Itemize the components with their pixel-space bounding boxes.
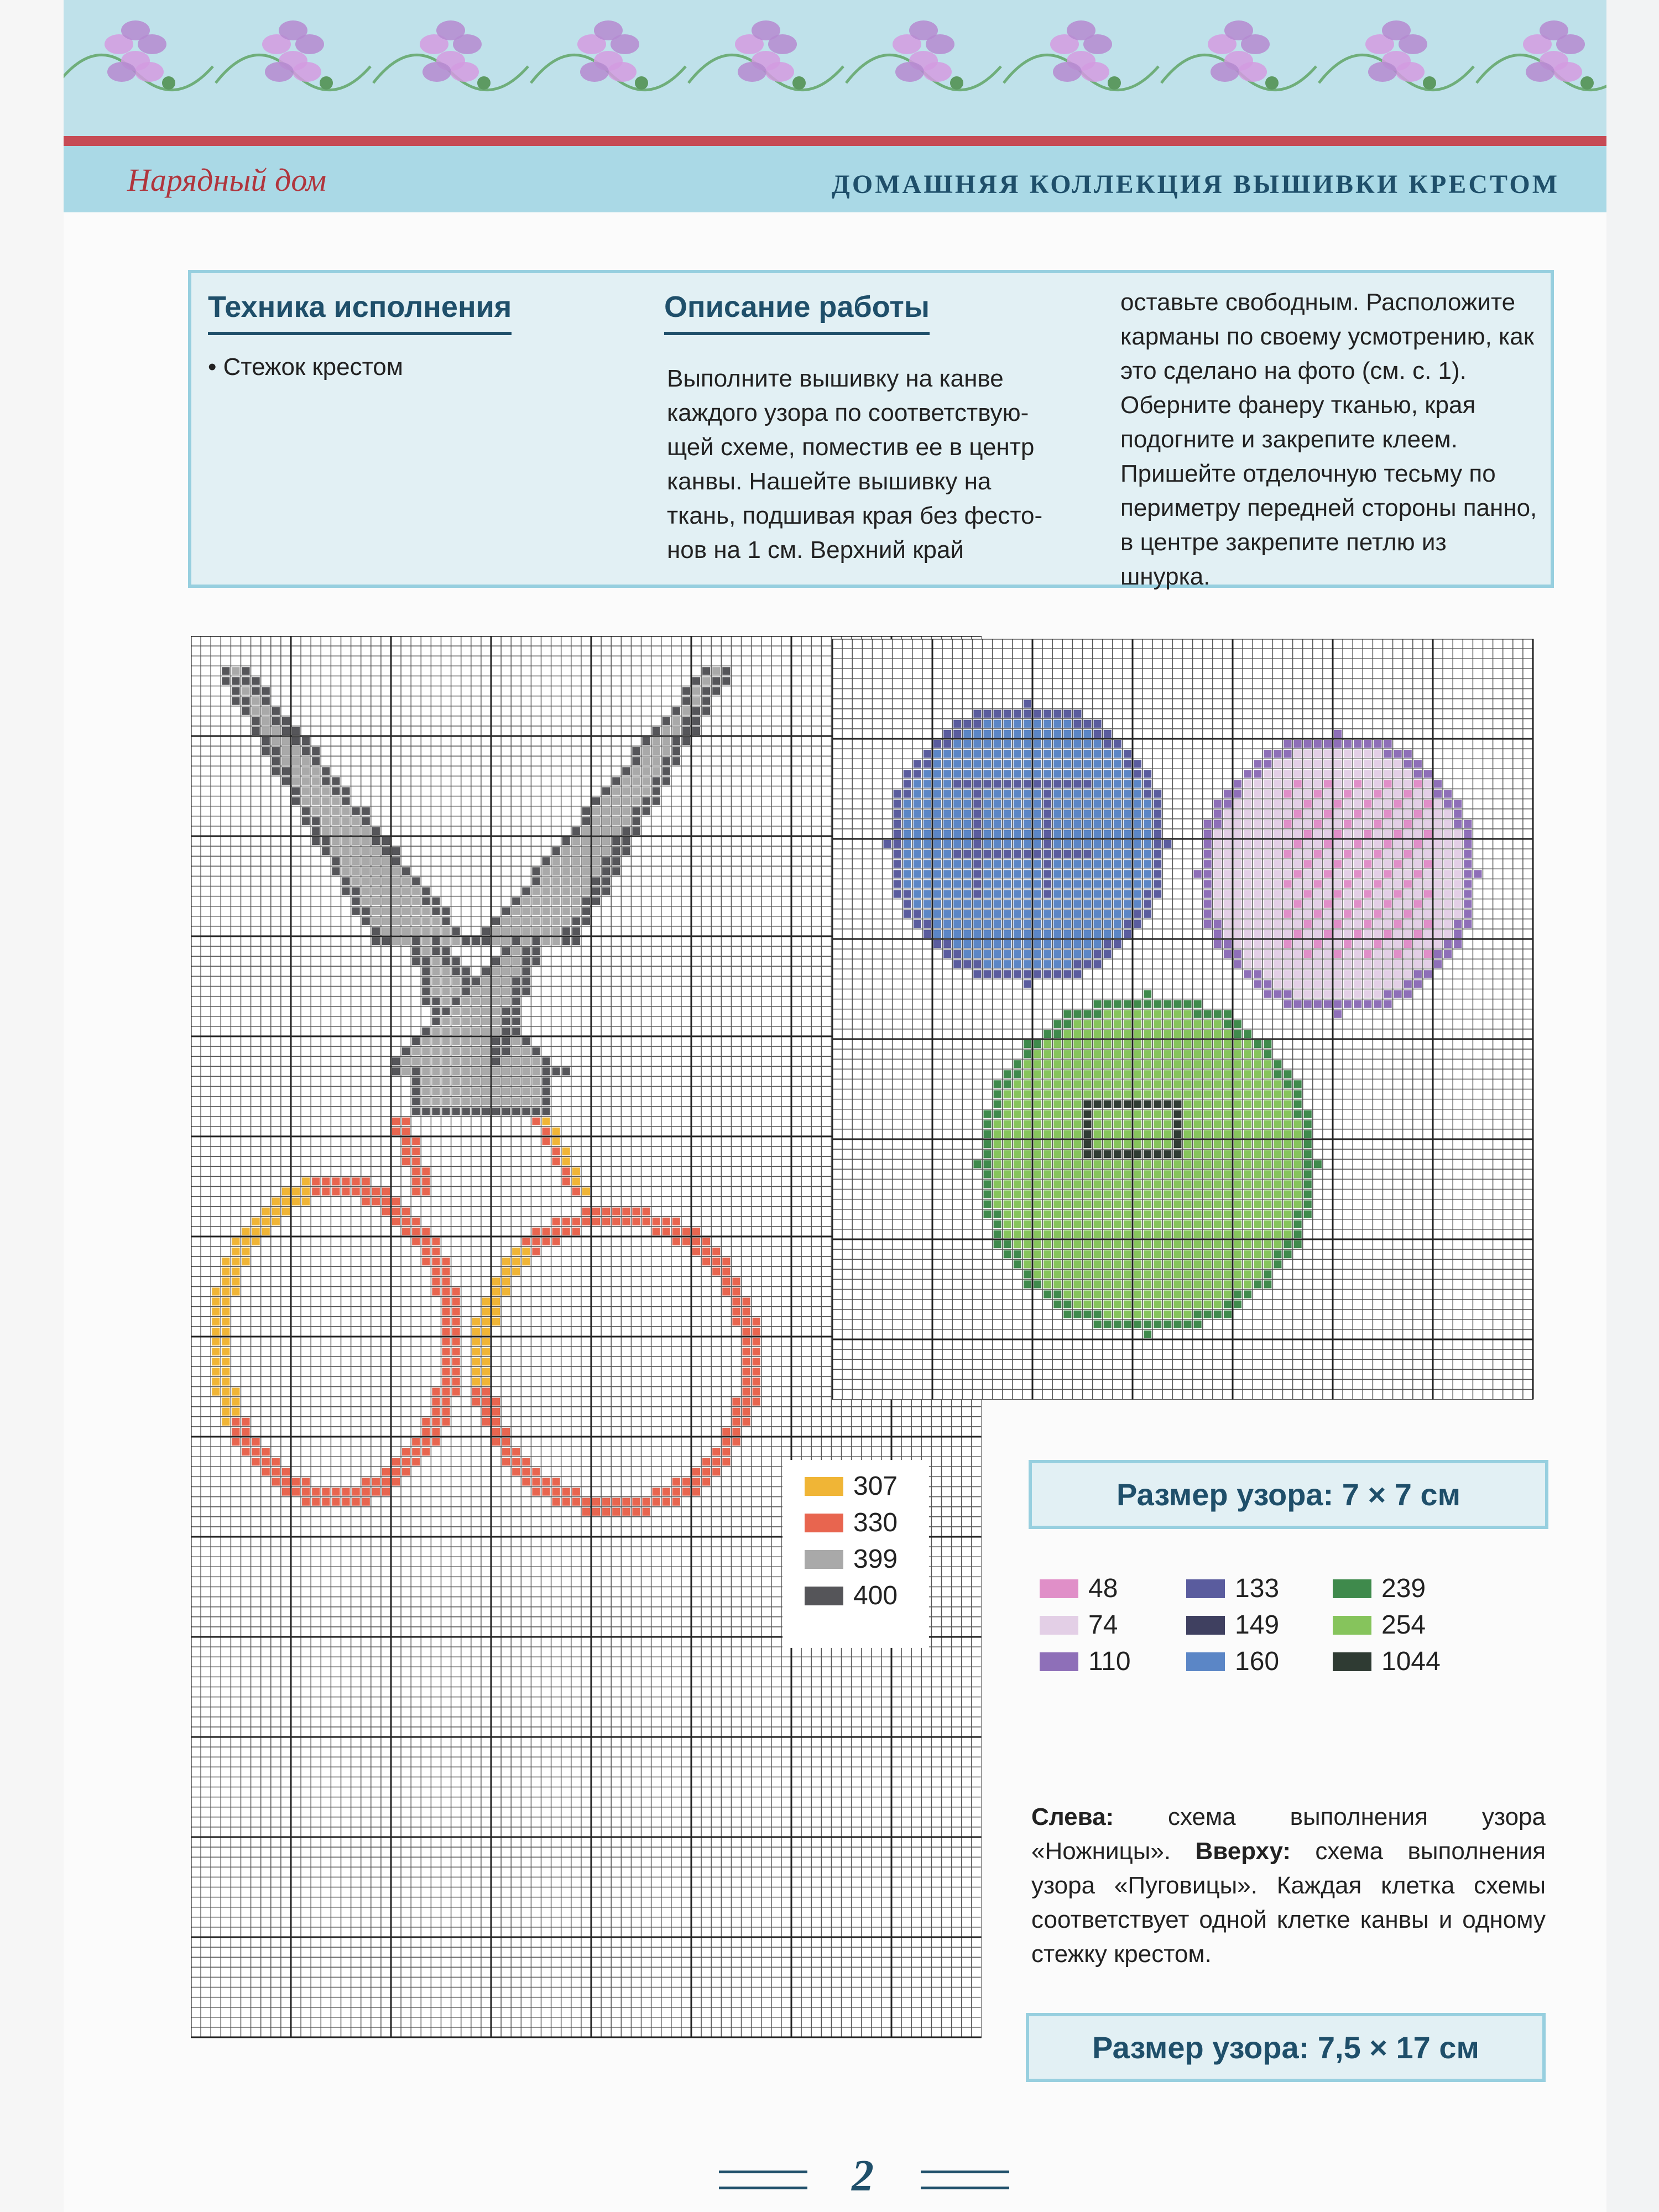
description-text-col1: Выполните вышивку на канве каждого узора по соответствую- щей схеме, поместив ее в центр канвы. Нашейте вышивку на ткань, подшивая края без фесто- нов на 1 см. Верхний край [667,365,1043,564]
floss-code: 149 [1235,1610,1280,1640]
floss-code: 133 [1235,1574,1280,1603]
color-swatch [1040,1652,1078,1671]
color-swatch [805,1514,843,1532]
page-right-margin [1606,0,1659,2212]
floss-code: 254 [1381,1610,1426,1640]
color-swatch [1333,1616,1371,1635]
description-text-col2: оставьте свободным. Расположите карманы по своему усмотрению, как это сделано на фото (см. с. 1). Оберните фанеру тканью, края подогните и закрепите клеем. Пришейте отделочную тесьму по периметру передней стороны панно, в центре закрепите петлю из шнурка. [1120,289,1537,590]
floss-code: 239 [1381,1574,1426,1603]
caption-top-label: Вверху: [1195,1838,1291,1865]
technique-item: • Стежок крестом [208,353,403,380]
legend-entry [1333,1573,1426,1604]
legend-entry [805,1471,898,1501]
caption-left-label: Слева: [1031,1803,1114,1830]
floss-code: 1044 [1381,1647,1441,1676]
section-title: Нарядный дом [127,162,327,198]
floss-code: 400 [853,1581,898,1610]
floss-code: 160 [1235,1647,1280,1676]
color-swatch [1040,1579,1078,1598]
page-number: 2 [852,2152,874,2200]
legend-entry [1333,1610,1426,1640]
color-swatch [805,1477,843,1496]
legend-entry [1186,1646,1279,1677]
scissors-size-box: Размер узора: 7,5 × 17 см [1026,2013,1546,2082]
technique-item-text: Стежок крестом [223,353,403,380]
floss-code: 74 [1088,1610,1118,1640]
floss-code: 110 [1088,1647,1131,1676]
legend-entry [805,1544,898,1574]
caption-left-text: схема выполнения узора «Ножницы». [1031,1803,1546,1865]
floss-code: 48 [1088,1574,1118,1603]
legend-entry [805,1507,898,1538]
page-left-margin [0,0,64,2212]
description-title: Описание работы [664,290,930,335]
floss-code: 399 [853,1545,898,1574]
legend-entry [1333,1646,1441,1677]
color-swatch [1186,1579,1225,1598]
color-swatch [1333,1579,1371,1598]
legend-entry [1040,1610,1118,1640]
scissors-color-legend [782,1460,929,1648]
buttons-pattern-chart [832,639,1543,1407]
color-swatch [805,1587,843,1605]
caption-top-text: схема выполнения узора «Пуговицы». Каждая клетка схемы соответствует одной клетке канвы и одному стежку крестом. [1031,1838,1546,1968]
floss-code: 330 [853,1508,898,1537]
embroidery-border-band [64,0,1606,146]
legend-entry [1040,1646,1131,1677]
color-swatch [1333,1652,1371,1671]
legend-entry [1186,1573,1279,1604]
color-swatch [1186,1616,1225,1635]
magazine-title: ДОМАШНЯЯ КОЛЛЕКЦИЯ ВЫШИВКИ КРЕСТОМ [831,170,1559,199]
floral-border-icon [64,0,1606,131]
figure-caption [1031,1800,1546,1971]
legend-entry [805,1580,898,1611]
legend-entry [1040,1573,1118,1604]
buttons-size-box: Размер узора: 7 × 7 см [1029,1460,1548,1529]
page-number-right-rule [921,2171,1009,2189]
floss-code: 307 [853,1472,898,1501]
page-number-left-rule [719,2171,807,2189]
color-swatch [805,1550,843,1569]
info-box [188,270,1554,588]
color-swatch [1040,1616,1078,1635]
technique-title: Техника исполнения [208,290,512,335]
color-swatch [1186,1652,1225,1671]
legend-entry [1186,1610,1279,1640]
